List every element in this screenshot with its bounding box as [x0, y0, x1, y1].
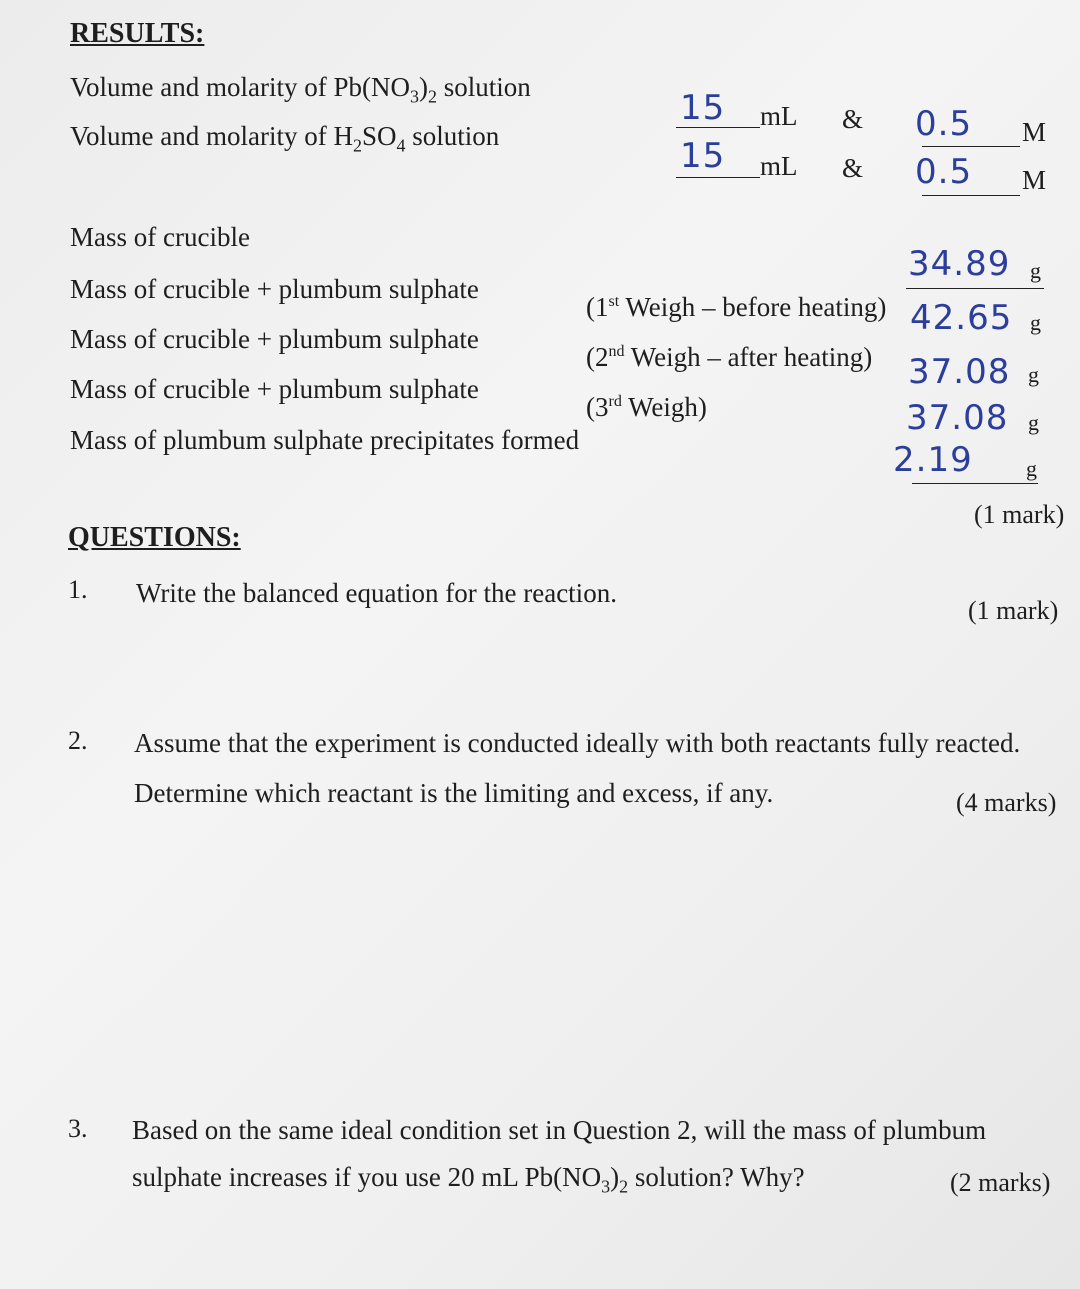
q3-number: 3.	[68, 1114, 88, 1143]
crucible-mass-blank	[906, 288, 1044, 289]
h2so4-label: Volume and molarity of $H_2SO_4$ solution	[70, 121, 500, 156]
mass-sulphate-label-3: Mass of crucible + plumbum sulphate	[70, 374, 479, 404]
precipitate-mass-value: 2.19	[893, 440, 973, 480]
h2so4-molarity-blank	[922, 195, 1020, 196]
pbno3-ml-unit: mL	[760, 101, 798, 131]
h2so4-m-unit: M	[1022, 165, 1047, 195]
pbno3-volume-blank	[676, 127, 760, 128]
h2so4-amp: &	[842, 153, 864, 183]
pbno3-label: Volume and molarity of $Pb(NO_3)_2$ solution	[70, 72, 531, 107]
pbno3-molarity-value: 0.5	[915, 104, 973, 144]
q3-line-2: sulphate increases if you use 20 mL $Pb(NO_3)_2$ solution? Why?	[132, 1162, 805, 1197]
mass-sulphate-label-2: Mass of crucible + plumbum sulphate	[70, 324, 479, 354]
q3-line-1: Based on the same ideal condition set in Question 2, will the mass of plumbum	[132, 1115, 987, 1145]
pbno3-amp: &	[842, 104, 864, 134]
h2so4-volume-value: 15	[680, 136, 726, 176]
pbno3-volume-value: 15	[680, 88, 726, 128]
mass-sulphate-label-1: Mass of crucible + plumbum sulphate	[70, 274, 479, 304]
precipitate-mass-blank	[912, 483, 1038, 484]
h2so4-ml-unit: mL	[760, 151, 798, 181]
q2-marks: (4 marks)	[956, 788, 1057, 817]
weigh-2-value: 37.08	[908, 352, 1011, 392]
q1-text: Write the balanced equation for the reaction.	[136, 578, 617, 608]
q2-line-1: Assume that the experiment is conducted ideally with both reactants fully reacted.	[134, 728, 1021, 758]
q1-marks: (1 mark)	[968, 596, 1059, 625]
weigh-2-label: (2nd Weigh – after heating)	[586, 342, 873, 372]
crucible-g-unit: g	[1030, 258, 1041, 283]
h2so4-molarity-value: 0.5	[915, 152, 973, 192]
weigh-3-value: 37.08	[906, 398, 1009, 438]
q2-line-2: Determine which reactant is the limiting and excess, if any.	[134, 778, 774, 808]
results-heading: RESULTS:	[70, 18, 205, 49]
crucible-mass-value: 34.89	[908, 244, 1011, 284]
pbno3-m-unit: M	[1022, 117, 1047, 147]
weigh-3-g-unit: g	[1028, 410, 1039, 435]
q2-number: 2.	[68, 726, 88, 755]
q3-marks: (2 marks)	[950, 1168, 1051, 1197]
precipitate-g-unit: g	[1026, 456, 1037, 481]
weigh-1-g-unit: g	[1030, 310, 1041, 335]
pbno3-molarity-blank	[922, 146, 1020, 147]
weigh-3-label: (3rd Weigh)	[586, 392, 707, 422]
questions-heading: QUESTIONS:	[68, 522, 241, 553]
mass-precipitate-label: Mass of plumbum sulphate precipitates formed	[70, 425, 580, 455]
mass-crucible-label: Mass of crucible	[70, 222, 250, 252]
weigh-2-g-unit: g	[1028, 362, 1039, 387]
weigh-1-label: (1st Weigh – before heating)	[586, 292, 887, 322]
weigh-1-value: 42.65	[910, 298, 1013, 338]
results-marks: (1 mark)	[974, 500, 1065, 529]
q1-number: 1.	[68, 575, 88, 604]
h2so4-volume-blank	[676, 177, 760, 178]
